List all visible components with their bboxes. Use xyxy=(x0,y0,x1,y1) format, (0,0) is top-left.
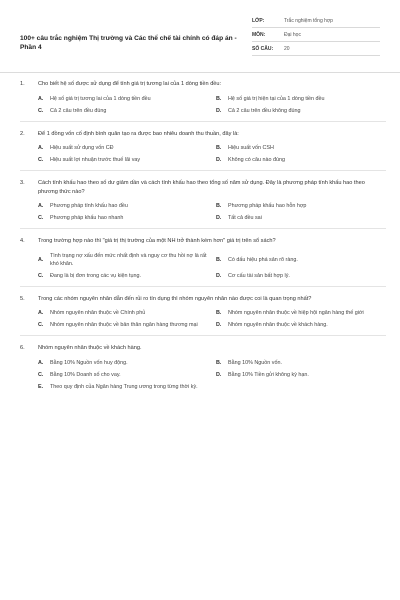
option-text: Phương pháp khấu hao nhanh xyxy=(50,215,124,221)
answer-option[interactable] xyxy=(38,321,208,329)
question-number: 2. xyxy=(20,130,25,137)
answer-option[interactable] xyxy=(38,214,208,222)
option-key: A. xyxy=(38,310,44,316)
answer-option[interactable] xyxy=(38,95,208,103)
question-text: Trong trường hợp nào thì "giá trị thị trường của một NH trở thành kém hơn" giá trị trên sổ sách? xyxy=(38,238,276,244)
answer-options xyxy=(20,95,386,115)
option-text: Bằng 10% Nguồn vốn huy động. xyxy=(50,359,128,366)
option-text: Bằng 10% Tiền gửi không kỳ hạn. xyxy=(228,371,309,378)
option-text: Nhóm nguyên nhân thuộc về bản thân ngân hàng thương mại xyxy=(50,322,198,328)
answer-option[interactable] xyxy=(216,252,386,268)
question-item xyxy=(20,130,386,172)
option-text: Nhóm nguyên nhân thuộc về Chính phủ xyxy=(50,310,146,316)
question-line xyxy=(20,237,386,246)
meta-row-subject xyxy=(252,28,380,42)
question-number: 4. xyxy=(20,238,25,244)
question-list xyxy=(20,80,386,405)
question-number: 3. xyxy=(20,180,25,186)
answer-option[interactable] xyxy=(38,202,208,210)
question-item xyxy=(20,179,386,229)
question-text: Nhóm nguyên nhân thuộc về khách hàng. xyxy=(38,345,142,351)
option-text: Tình trạng nợ xấu đến mức nhất định và nguy cơ thu hồi nợ là rất khó khăn. xyxy=(50,252,207,267)
option-key: D. xyxy=(216,371,222,378)
answer-option[interactable] xyxy=(38,156,208,164)
option-key: C. xyxy=(38,272,44,279)
option-key: D. xyxy=(216,272,222,279)
answer-option[interactable] xyxy=(216,95,386,103)
option-key: A. xyxy=(38,359,44,366)
option-key: D. xyxy=(216,215,222,221)
option-text: Có dấu hiệu phá sản rõ ràng. xyxy=(228,256,298,263)
option-key: B. xyxy=(216,203,222,209)
answer-options xyxy=(20,309,386,329)
option-key: C. xyxy=(38,157,44,163)
question-number: 6. xyxy=(20,345,25,351)
answer-option[interactable] xyxy=(216,272,386,280)
answer-option[interactable] xyxy=(216,371,386,379)
option-text: Hiệu suất vốn CSH xyxy=(228,145,274,151)
worksheet-header xyxy=(20,0,386,64)
meta-panel xyxy=(252,14,380,56)
option-key: A. xyxy=(38,145,44,151)
option-key: E. xyxy=(38,383,44,390)
question-number: 5. xyxy=(20,295,25,302)
question-line xyxy=(20,179,386,196)
meta-label: LỚP: xyxy=(252,17,265,24)
option-key: C. xyxy=(38,322,44,328)
answer-option[interactable] xyxy=(216,156,386,164)
question-text: Trong các nhóm nguyên nhân dẫn đến rủi ro tín dụng thì nhóm nguyên nhân nào được coi là quan trọng nhất? xyxy=(38,295,312,302)
answer-options xyxy=(20,359,386,391)
option-text: Nhóm nguyên nhân thuộc về hiệp hội ngân hàng thế giới xyxy=(228,310,364,316)
option-text: Đang là bị đơn trong các vụ kiện tụng. xyxy=(50,272,142,279)
answer-options xyxy=(20,202,386,222)
question-text: Để 1 đồng vốn cố định bình quân tạo ra được bao nhiêu doanh thu thuần, đây là: xyxy=(38,130,239,137)
answer-option[interactable] xyxy=(216,359,386,367)
answer-option[interactable] xyxy=(216,202,386,210)
option-key: C. xyxy=(38,371,44,378)
answer-option[interactable] xyxy=(216,107,386,115)
meta-value: Trắc nghiệm tổng hợp xyxy=(284,17,333,24)
option-key: B. xyxy=(216,95,222,102)
answer-option[interactable] xyxy=(216,321,386,329)
option-key: A. xyxy=(38,256,44,263)
option-text: Hệ số giá trị tương lai của 1 dòng tiền đều xyxy=(50,95,151,102)
option-text: Phương pháp khấu hao hỗn hợp xyxy=(228,203,307,209)
meta-value: Đại học xyxy=(284,31,301,38)
answer-option[interactable] xyxy=(38,144,208,152)
question-number: 1. xyxy=(20,81,25,87)
option-key: D. xyxy=(216,157,222,163)
answer-option[interactable] xyxy=(38,359,208,367)
option-text: Không có câu nào đúng xyxy=(228,157,285,163)
question-item xyxy=(20,344,386,397)
option-key: C. xyxy=(38,107,44,114)
answer-option[interactable] xyxy=(38,107,208,115)
question-line xyxy=(20,130,386,139)
option-key: A. xyxy=(38,95,44,102)
option-text: Cả 2 câu trên đều đúng xyxy=(50,107,107,114)
answer-option[interactable] xyxy=(216,214,386,222)
option-text: Cơ cấu tài sản bất hợp lý. xyxy=(228,272,290,279)
question-item xyxy=(20,295,386,337)
question-text: Cách tính khấu hao theo số dư giảm dần và cách tính khấu hao theo tổng số năm sử dụng. Đây là phương pháp tính khấu hao theo phương thức nào? xyxy=(38,180,365,195)
option-key: D. xyxy=(216,322,222,328)
answer-option[interactable] xyxy=(216,309,386,317)
option-key: B. xyxy=(216,145,222,151)
question-line xyxy=(20,344,386,353)
option-key: A. xyxy=(38,203,44,209)
answer-option[interactable] xyxy=(38,309,208,317)
option-text: Hệ số giá trị hiện tại của 1 dòng tiền đều xyxy=(228,95,325,102)
answer-option[interactable] xyxy=(38,383,208,391)
question-item xyxy=(20,80,386,122)
question-item xyxy=(20,237,386,287)
option-text: Bằng 10% Nguồn vốn. xyxy=(228,359,282,366)
option-key: D. xyxy=(216,107,222,114)
header-divider xyxy=(0,72,400,73)
option-key: C. xyxy=(38,215,44,221)
option-key: B. xyxy=(216,310,222,316)
answer-options xyxy=(20,144,386,164)
option-text: Theo quy định của Ngân hàng Trung ương trong từng thời kỳ. xyxy=(50,383,198,390)
option-key: B. xyxy=(216,256,222,263)
option-text: Tất cả đều sai xyxy=(228,215,262,221)
answer-option[interactable] xyxy=(38,252,208,268)
question-line xyxy=(20,80,386,89)
option-text: Hiệu suất lợi nhuận trước thuế lãi vay xyxy=(50,157,141,163)
document-title: 100+ câu trắc nghiệm Thị trường và Các thể chế tài chính có đáp án - Phần 4 xyxy=(20,35,237,51)
meta-label: MÔN: xyxy=(252,31,266,38)
meta-row-class xyxy=(252,14,380,28)
option-text: Cả 2 câu trên đều không đúng xyxy=(228,107,301,114)
option-text: Nhóm nguyên nhân thuộc về khách hàng. xyxy=(228,322,328,328)
option-text: Phương pháp tính khấu hao đều xyxy=(50,203,128,209)
meta-label: SỐ CÂU: xyxy=(252,45,274,52)
meta-value: 20 xyxy=(284,45,290,52)
answer-option[interactable] xyxy=(216,144,386,152)
option-text: Hiệu suất sử dụng vốn CĐ xyxy=(50,145,114,151)
option-text: Bằng 10% Doanh số cho vay. xyxy=(50,371,121,378)
answer-option[interactable] xyxy=(38,371,208,379)
question-line xyxy=(20,295,386,304)
answer-option[interactable] xyxy=(38,272,208,280)
meta-row-count xyxy=(252,42,380,56)
question-text: Cho biết hệ số được sử dụng để tính giá trị tương lai của 1 dòng tiền đều: xyxy=(38,81,222,87)
answer-options xyxy=(20,252,386,280)
option-key: B. xyxy=(216,359,222,366)
